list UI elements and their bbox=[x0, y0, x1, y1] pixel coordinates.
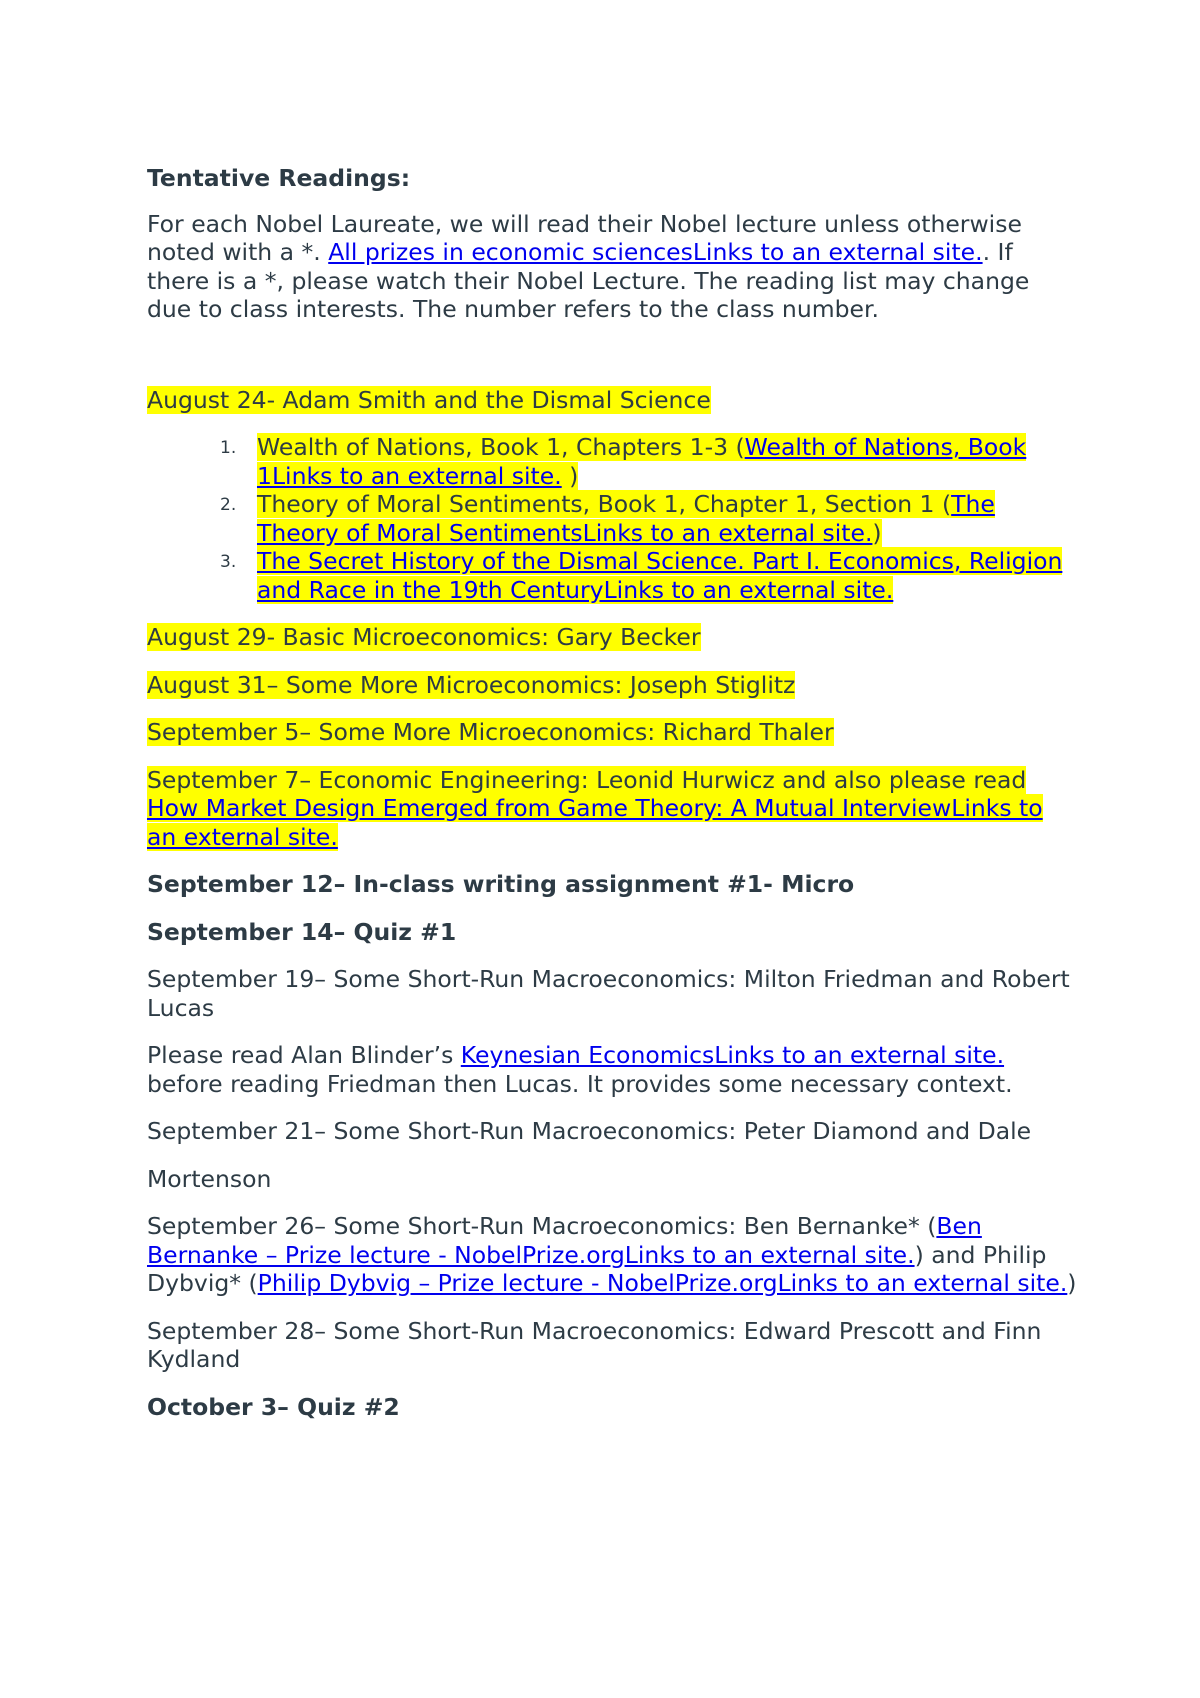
oct3-entry: October 3– Quiz #2 bbox=[147, 1392, 400, 1421]
intro-text-1: For each Nobel Laureate, we will read their Nobel lecture unless otherwise noted with a *. bbox=[147, 209, 1022, 266]
sep28-entry: September 28– Some Short-Run Macroeconomics: Edward Prescott and Finn Kydland bbox=[147, 1316, 1042, 1373]
keynesian-economics-link[interactable]: Keynesian EconomicsLinks to an external site. bbox=[460, 1041, 1005, 1069]
intro-text-2: . If there is a *, please watch their Nobel Lecture. The reading list may change due to class interests. The number refers to the class number. bbox=[147, 238, 1030, 323]
aug24-heading: August 24- Adam Smith and the Dismal Science bbox=[147, 385, 711, 414]
list-number: 3. bbox=[220, 552, 237, 572]
moral-sentiments-link[interactable]: The Theory of Moral SentimentsLinks to an external site. bbox=[257, 490, 995, 547]
blinder-paragraph: Please read Alan Blinder’s Keynesian EconomicsLinks to an external site. before reading Friedman then Lucas. It provides some necessary context. bbox=[147, 1041, 1013, 1098]
intro-paragraph bbox=[147, 210, 1077, 324]
mortenson-line: Mortenson bbox=[147, 1164, 272, 1193]
market-design-link[interactable]: How Market Design Emerged from Game Theory: A Mutual InterviewLinks to an external site. bbox=[147, 794, 1043, 851]
aug31-entry: August 31– Some More Microeconomics: Joseph Stiglitz bbox=[147, 670, 796, 699]
page-title: Tentative Readings: bbox=[147, 164, 411, 192]
list-item bbox=[220, 547, 1077, 604]
aug29-entry: August 29- Basic Microeconomics: Gary Becker bbox=[147, 623, 701, 651]
wealth-of-nations-link[interactable]: Wealth of Nations, Book 1Links to an external site. bbox=[257, 433, 1027, 490]
dybvig-lecture-link[interactable]: Philip Dybvig – Prize lecture - NobelPrize.orgLinks to an external site. bbox=[257, 1269, 1068, 1297]
document-body bbox=[147, 164, 1077, 1440]
list-item: 1. Wealth of Nations, Book 1, Chapters 1-3 (Wealth of Nations, Book 1Links to an external site. ) bbox=[220, 433, 1027, 490]
sep19-entry: September 19– Some Short-Run Macroeconomics: Milton Friedman and Robert Lucas bbox=[147, 965, 1070, 1022]
sep26-entry: September 26– Some Short-Run Macroeconomics: Ben Bernanke* (Ben Bernanke – Prize lecture - NobelPrize.orgLinks to an external site.) and Philip Dybvig* (Philip Dybvig – Prize lecture - NobelPrize.orgLinks to an external site.) bbox=[147, 1212, 1077, 1297]
list-number: 2. bbox=[220, 495, 237, 515]
all-prizes-link[interactable]: All prizes in economic sciencesLinks to an external site. bbox=[328, 238, 983, 266]
sep21-entry: September 21– Some Short-Run Macroeconomics: Peter Diamond and Dale bbox=[147, 1117, 1032, 1145]
list-number: 1. bbox=[220, 438, 237, 458]
dismal-science-link[interactable]: The Secret History of the Dismal Science. Part I. Economics, Religion and Race in the 19th CenturyLinks to an external site. bbox=[257, 547, 1063, 604]
sep12-entry: September 12– In-class writing assignment #1- Micro bbox=[147, 870, 855, 898]
bernanke-lecture-link[interactable]: Ben Bernanke – Prize lecture - NobelPrize.orgLinks to an external site. bbox=[147, 1212, 982, 1269]
sep5-entry: September 5– Some More Microeconomics: Richard Thaler bbox=[147, 718, 834, 746]
aug24-reading-list bbox=[147, 433, 1077, 604]
sep14-entry: September 14– Quiz #1 bbox=[147, 917, 457, 946]
list-item: 2. Theory of Moral Sentiments, Book 1, Chapter 1, Section 1 (The Theory of Moral SentimentsLinks to an external site.) bbox=[220, 490, 995, 547]
sep7-entry: September 7– Economic Engineering: Leonid Hurwicz and also please read How Market Design Emerged from Game Theory: A Mutual InterviewLinks to an external site. bbox=[147, 765, 1043, 851]
